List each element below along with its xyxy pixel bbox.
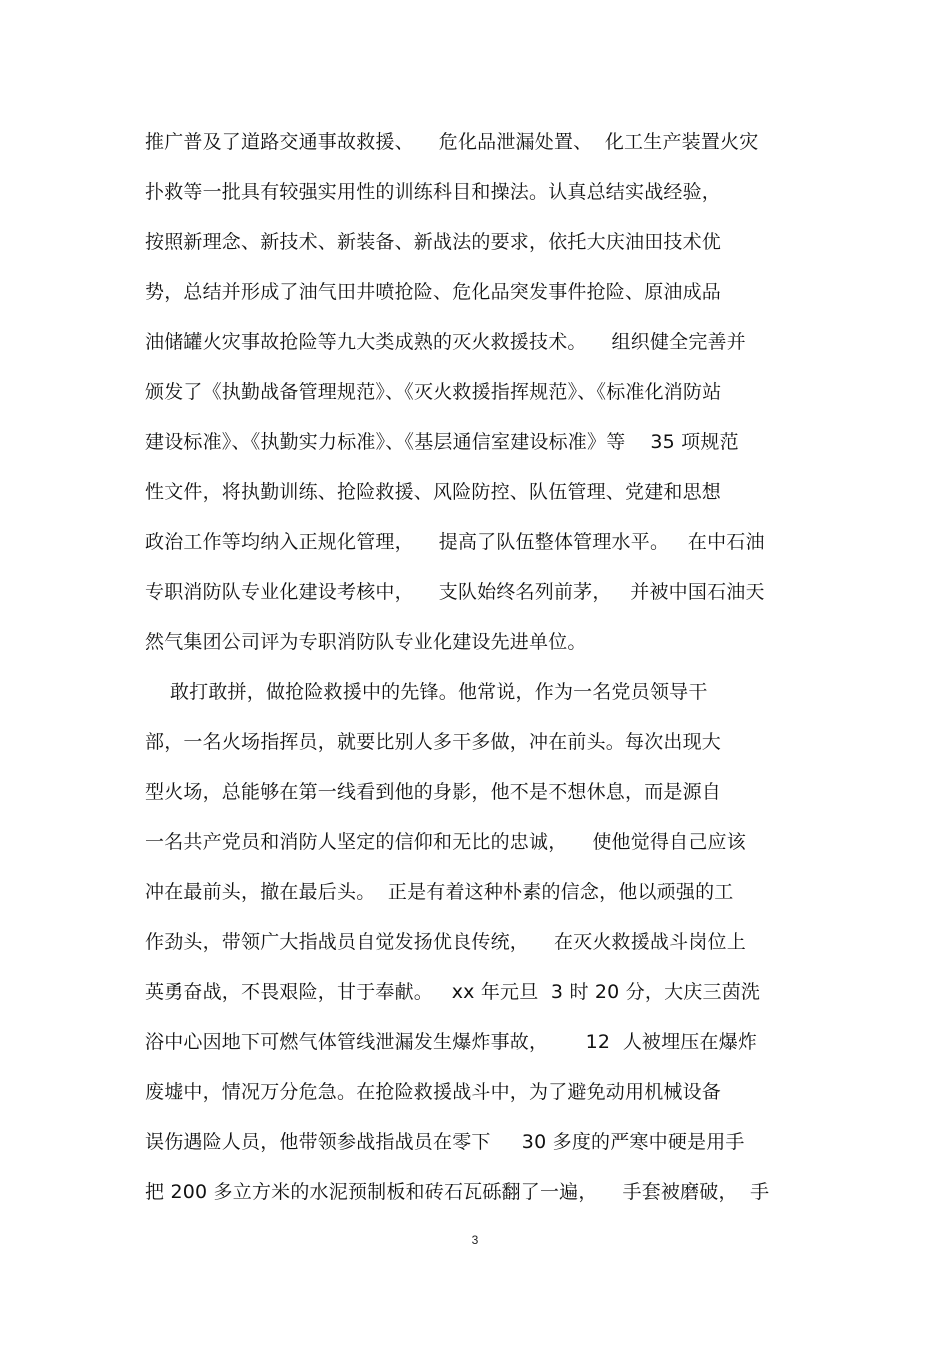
text-line: 专职消防队专业化建设考核中， 支队始终名列前茅， 并被中国石油天	[145, 581, 765, 603]
text-line: 颁发了《执勤战备管理规范》、《灭火救援指挥规范》、《标准化消防站	[145, 381, 722, 403]
text-line: 政治工作等均纳入正规化管理， 提高了队伍整体管理水平。 在中石油	[145, 531, 765, 553]
text-line: 浴中心因地下可燃气体管线泄漏发生爆炸事故， 12 人被埋压在爆炸	[145, 1031, 758, 1053]
text-line: 推广普及了道路交通事故救援、 危化品泄漏处置、 化工生产装置火灾	[145, 131, 759, 153]
text-line: 英勇奋战，不畏艰险，甘于奉献。 xx 年元旦 3 时 20 分，大庆三茵洗	[145, 981, 761, 1003]
text-line: 部，一名火场指挥员，就要比别人多干多做，冲在前头。每次出现大	[145, 731, 722, 753]
text-line: 作劲头，带领广大指战员自觉发扬优良传统， 在灭火救援战斗岗位上	[145, 931, 746, 953]
text-line: 按照新理念、新技术、新装备、新战法的要求，依托大庆油田技术优	[145, 231, 722, 253]
text-line: 势，总结并形成了油气田井喷抢险、危化品突发事件抢险、原油成品	[145, 281, 722, 303]
text-line: 然气集团公司评为专职消防队专业化建设先进单位。	[145, 631, 587, 653]
text-line: 废墟中，情况万分危急。在抢险救援战斗中，为了避免动用机械设备	[145, 1081, 722, 1103]
text-line: 油储罐火灾事故抢险等九大类成熟的灭火救援技术。 组织健全完善并	[145, 331, 746, 353]
body-text	[145, 124, 810, 1224]
text-line: 建设标准》、《执勤实力标准》、《基层通信室建设标准》等 35 项规范	[145, 431, 739, 453]
text-line: 把 200 多立方米的水泥预制板和砖石瓦砾翻了一遍， 手套被磨破， 手	[145, 1181, 770, 1203]
text-line: 性文件，将执勤训练、抢险救援、风险防控、队伍管理、党建和思想	[145, 481, 722, 503]
text-line: 冲在最前头，撤在最后头。 正是有着这种朴素的信念，他以顽强的工	[145, 881, 734, 903]
text-line: 型火场，总能够在第一线看到他的身影，他不是不想休息，而是源自	[145, 781, 722, 803]
page-number: 3	[471, 1233, 479, 1247]
text-line: 扑救等一批具有较强实用性的训练科目和操法。认真总结实战经验，	[145, 181, 722, 203]
text-line: 敢打敢拼，做抢险救援中的先锋。他常说，作为一名党员领导干	[145, 681, 708, 703]
text-line: 误伤遇险人员，他带领参战指战员在零下 30 多度的严寒中硬是用手	[145, 1131, 745, 1153]
text-line: 一名共产党员和消防人坚定的信仰和无比的忠诚， 使他觉得自己应该	[145, 831, 746, 853]
